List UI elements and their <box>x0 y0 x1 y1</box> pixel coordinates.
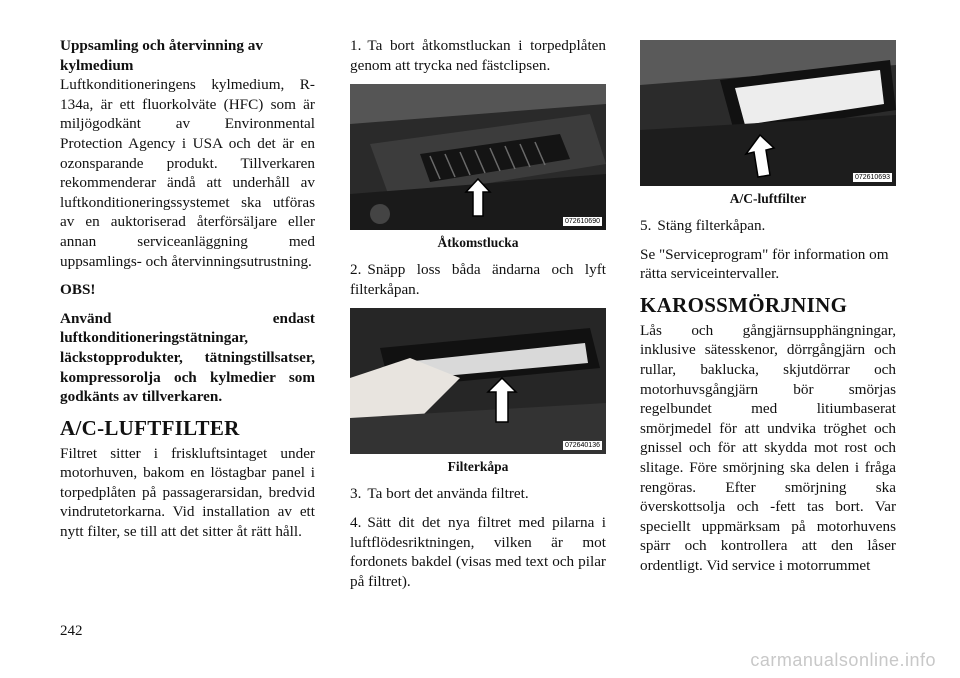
step-4 <box>350 513 606 591</box>
paragraph-body-lubrication: Lås och gångjärnsupphängningar, inklusive sätesskenor, dörrgångjärn och rullar, baklucka, skjutdörrar och motorhuvsgångjärn bör smörjas regelbundet med litiumbaserat smörjmedel för att undvika tröghet och gnissel och för att skydda mot rost och slitage. Före smörjning ska delen i fråga rengöras. Efter smörjning ska överskottsolja och -fett tas bort. Var speciellt uppmärksam på motorhuvens spärr och kontrollera att den låser ordentligt. Vid service i motorrummet <box>640 321 896 574</box>
figure-code: 072640136 <box>564 442 600 450</box>
paragraph-ac-filter: Filtret sitter i friskluftsintaget under motorhuven, bakom en löstagbar panel i torpedplåten på passagerarsidan, bredvid vindrutetorkarna. Vid installation av ett nytt filter, se till att det sitter åt rätt håll. <box>60 444 315 541</box>
figure-caption: Filterkåpa <box>447 459 509 475</box>
figure-ac-filter <box>640 40 896 186</box>
figure-code: 072610690 <box>564 218 600 226</box>
step-2 <box>350 260 606 299</box>
figure-caption: A/C-luftfilter <box>729 191 807 206</box>
step-number: 5. <box>640 217 652 234</box>
step-text: Snäpp loss båda ändarna och lyft filterkåpan. <box>350 261 606 298</box>
figure-caption: Åtkomstlucka <box>437 235 519 251</box>
section-title-body-lubrication: KAROSSMÖRJNING <box>640 292 848 317</box>
step-number: 2. <box>350 261 362 279</box>
note-text: Använd endast luftkonditioneringstätningar, läckstopprodukter, tätningstillsatser, kompressorolja och kylmedier som godkänts av tillverkaren. <box>60 309 315 406</box>
step-text: Ta bort åtkomstluckan i torpedplåten genom att trycka ned fästclipsen. <box>350 37 606 74</box>
paragraph-refrigerant: Luftkonditioneringens kylmedium, R-134a, är ett fluorkolväte (HFC) som är miljögodkänt av Environmental Protection Agency i USA och det är en ozonsparande produkt. Tillverkaren rekommenderar ändå att underhåll av luftkonditioneringssystemet ska utföras av en auktoriserad återförsäljare eller annan serviceanläggning med uppsamlings- och återvinningsutrustning. <box>60 76 315 270</box>
watermark: carmanualsonline.info <box>750 650 936 670</box>
step-number: 4. <box>350 513 362 531</box>
step-1 <box>350 36 606 75</box>
column-middle <box>350 36 606 600</box>
figure-filter-cover <box>350 308 606 454</box>
access-door-photo <box>350 84 606 230</box>
figure-access-door <box>350 84 606 230</box>
step-number: 3. <box>350 485 362 503</box>
step-3 <box>350 484 606 504</box>
column-right <box>640 40 896 585</box>
step-text: Stäng filterkåpan. <box>657 217 766 234</box>
ac-filter-photo <box>640 40 896 186</box>
subheading-refrigerant: Uppsamling och återvinning av kylmedium <box>60 37 263 74</box>
step-5 <box>640 216 896 236</box>
paragraph-service: Se "Serviceprogram" för information om rätta serviceintervaller. <box>640 245 889 283</box>
page-number: 242 <box>60 623 83 639</box>
figure-code: 072610693 <box>854 174 890 181</box>
step-text: Ta bort det använda filtret. <box>367 485 529 503</box>
step-text: Sätt dit det nya filtret med pilarna i luftflödesriktningen, vilken är mot fordonets bakdel (visas med text och pilar på filtret). <box>350 513 606 590</box>
filter-cover-photo <box>350 308 606 454</box>
section-title-ac-filter: A/C-LUFTFILTER <box>60 415 240 440</box>
step-number: 1. <box>350 37 362 54</box>
column-left <box>60 36 315 551</box>
note-label: OBS! <box>60 281 96 299</box>
